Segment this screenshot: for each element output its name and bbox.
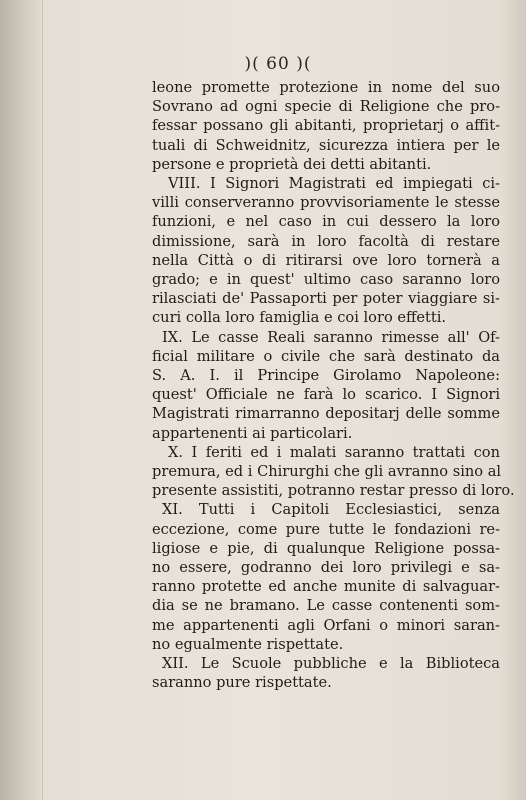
text-line: villi conserveranno provvisoriamente le stesse xyxy=(152,194,500,212)
body-text xyxy=(152,78,515,693)
text-line: fessar possano gli abitanti, proprietarj o affit- xyxy=(152,117,500,135)
text-line: no egualmente rispettate. xyxy=(152,635,344,653)
page-gutter-shadow xyxy=(0,0,44,800)
text-line: curi colla loro famiglia e coi loro effetti. xyxy=(152,309,447,327)
text-line: grado; e in quest' ultimo caso saranno loro xyxy=(152,271,500,289)
text-line: quest' Officiale ne farà lo scarico. I Signori xyxy=(152,386,500,404)
text-line: appartenenti ai particolari. xyxy=(152,424,353,442)
text-line: leone promette protezione in nome del suo xyxy=(152,79,500,96)
text-line: ranno protette ed anche munite di salvaguar- xyxy=(152,578,500,596)
article-heading-line: X. I feriti ed i malati saranno trattati con xyxy=(168,443,500,461)
article-heading-line: XI. Tutti i Capitoli Ecclesiastici, senza xyxy=(162,501,500,519)
text-line: rilasciati de' Passaporti per poter viaggiare si- xyxy=(152,290,500,308)
text-line: Magistrati rimarranno depositarj delle somme xyxy=(152,405,500,423)
text-line: eccezione, come pure tutte le fondazioni re- xyxy=(152,520,500,538)
text-line: Sovrano ad ogni specie di Religione che pro- xyxy=(152,98,500,116)
text-line: ficial militare o civile che sarà destinato da xyxy=(152,347,500,365)
text-line: nella Città o di ritirarsi ove loro tornerà a xyxy=(152,251,500,269)
text-line: premura, ed i Chirurghi che gli avranno sino al xyxy=(152,463,502,481)
text-line: no essere, godranno dei loro privilegi e sa- xyxy=(152,559,500,577)
page-number: )( 60 )( xyxy=(244,54,312,74)
page-fold-line xyxy=(42,0,43,800)
text-line: me appartenenti agli Orfani o minori saran- xyxy=(152,616,500,634)
text-line: saranno pure rispettate. xyxy=(152,674,332,692)
text-line: tuali di Schweidnitz, sicurezza intiera per le xyxy=(152,136,500,154)
text-line: funzioni, e nel caso in cui dessero la loro xyxy=(152,213,500,231)
article-heading-line: XII. Le Scuole pubbliche e la Biblioteca xyxy=(162,655,500,673)
text-line: presente assistiti, potranno restar presso di loro. xyxy=(152,482,515,500)
text-line: S. A. I. il Principe Girolamo Napoleone: xyxy=(152,367,500,385)
text-line: dia se ne bramano. Le casse contenenti som- xyxy=(152,597,500,615)
text-line: ligiose e pie, di qualunque Religione possa- xyxy=(152,539,500,557)
text-line: persone e proprietà dei detti abitanti. xyxy=(152,155,432,173)
article-heading-line: VIII. I Signori Magistrati ed impiegati ci- xyxy=(168,175,500,193)
text-line: dimissione, sarà in loro facoltà di restare xyxy=(152,232,500,250)
article-heading-line: IX. Le casse Reali saranno rimesse all' Of- xyxy=(162,328,500,346)
